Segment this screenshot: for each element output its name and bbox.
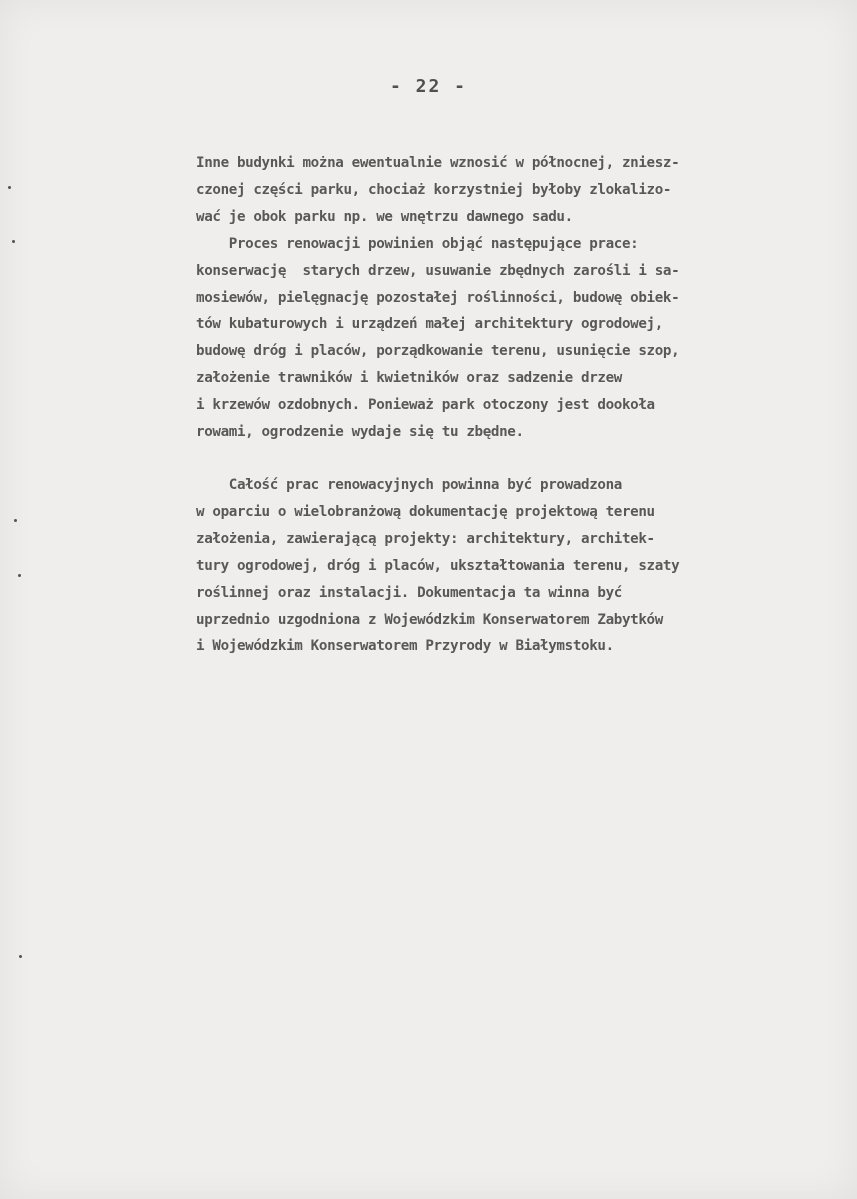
page-number: - 22 - [389, 76, 468, 97]
text-line: i Wojewódzkim Konserwatorem Przyrody w Białymstoku. [196, 638, 614, 655]
text-line: tury ogrodowej, dróg i placów, ukształtowania terenu, szaty [196, 557, 680, 574]
text-line: Całość prac renowacyjnych powinna być prowadzona [196, 476, 622, 493]
margin-mark [18, 574, 21, 577]
text-line: roślinnej oraz instalacji. Dokumentacja ta winna być [196, 584, 622, 601]
paragraph-3 [196, 472, 821, 660]
text-line: tów kubaturowych i urządzeń małej architektury ogrodowej, [196, 316, 663, 333]
text-line: czonej części parku, chociaż korzystniej byłoby zlokalizo- [196, 181, 672, 198]
margin-mark [12, 240, 15, 243]
text-line: uprzednio uzgodniona z Wojewódzkim Konserwatorem Zabytków [196, 611, 663, 628]
text-line: budowę dróg i placów, porządkowanie terenu, usunięcie szop, [196, 343, 680, 360]
text-line: założenia, zawierającą projekty: architektury, architek- [196, 530, 655, 547]
text-line: i krzewów ozdobnych. Ponieważ park otoczony jest dookoła [196, 397, 655, 414]
paragraph-gap [196, 446, 821, 472]
margin-mark [19, 955, 22, 958]
text-line: rowami, ogrodzenie wydaje się tu zbędne. [196, 424, 524, 441]
body-text [196, 150, 821, 660]
text-line: założenie trawników i kwietników oraz sadzenie drzew [196, 370, 622, 387]
paragraph-2 [196, 231, 821, 446]
margin-mark [8, 186, 11, 189]
paragraph-1 [196, 150, 821, 231]
text-line: Proces renowacji powinien objąć następujące prace: [196, 235, 639, 252]
text-line: konserwację starych drzew, usuwanie zbędnych zarośli i sa- [196, 262, 680, 279]
text-line: mosiewów, pielęgnację pozostałej roślinności, budowę obiek- [196, 289, 680, 306]
text-line: w oparciu o wielobranżową dokumentację projektową terenu [196, 503, 655, 520]
text-line: wać je obok parku np. we wnętrzu dawnego sadu. [196, 208, 573, 225]
margin-mark [14, 519, 17, 522]
text-line: Inne budynki można ewentualnie wznosić w północnej, zniesz- [196, 155, 680, 171]
